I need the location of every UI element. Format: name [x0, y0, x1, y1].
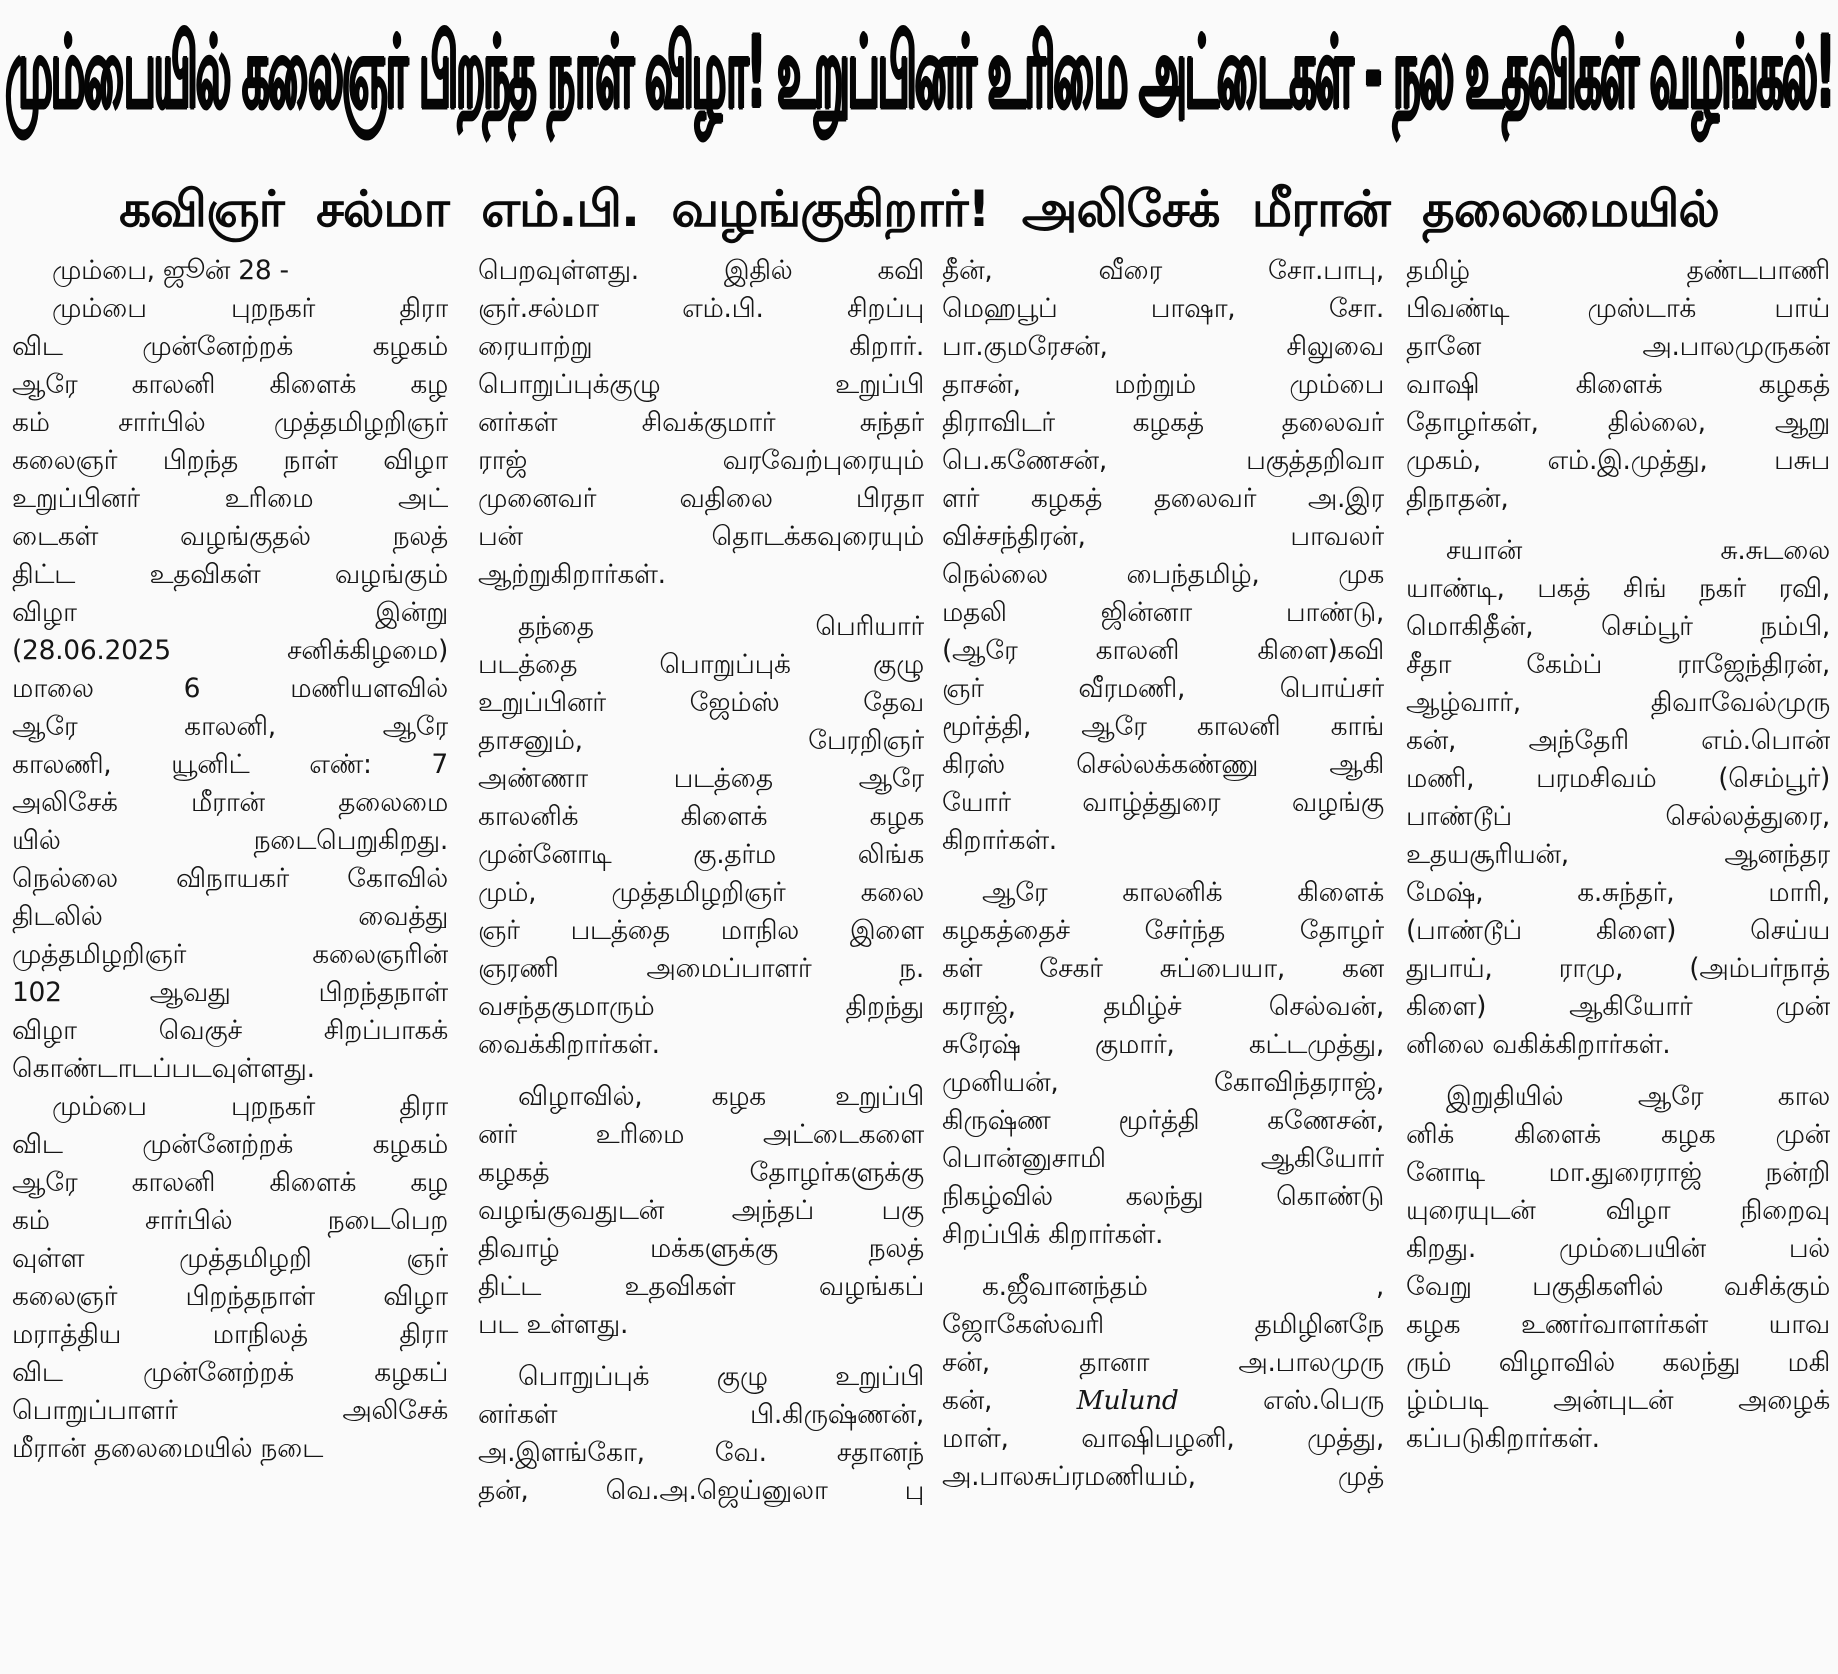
- article-line: விச்சந்திரன், பாவலர்: [942, 521, 1384, 552]
- article-line: விழா இன்று: [12, 597, 448, 628]
- article-line: 102 ஆவது பிறந்தநாள்: [12, 977, 448, 1008]
- article-line: நெல்லை பைந்தமிழ், முக: [942, 559, 1384, 590]
- article-line: ஞரணி அமைப்பாளர் ந.: [478, 953, 924, 984]
- article-line: பொறுப்பாளர் அலிசேக்: [12, 1395, 448, 1426]
- article-line: உதயசூரியன், ஆனந்தர: [1406, 839, 1830, 870]
- headline: மும்பையில் கலைஞர் பிறந்த நாள் விழா! உறுப்பினர் உரிமை அட்டைகள் - நல உதவிகள் வழங்கல்!: [4, 16, 1833, 132]
- article-line: னோடி மா.துரைராஜ் நன்றி: [1406, 1157, 1830, 1188]
- article-line: அ.பாலசுப்ரமணியம், முத்: [942, 1461, 1384, 1492]
- article-line: கழகத்தைச் சேர்ந்த தோழர்: [942, 915, 1384, 946]
- article-line: னிக் கிளைக் கழக முன்: [1406, 1119, 1830, 1150]
- article-line: ஆரே காலனி கிளைக் கழ: [12, 1167, 448, 1198]
- article-line: அலிசேக் மீரான் தலைமை: [12, 787, 448, 818]
- article-line: தாசன், மற்றும் மும்பை: [942, 369, 1384, 400]
- article-line: மேஷ், க.சுந்தர், மாரி,: [1406, 877, 1830, 908]
- article-line: ஆரே காலனிக் கிளைக்: [982, 877, 1384, 908]
- article-line: முனைவர் வதிலை பிரதா: [478, 483, 924, 514]
- article-line: ஞர்.சல்மா எம்.பி. சிறப்பு: [478, 293, 924, 324]
- article-line: முனியன், கோவிந்தராஜ்,: [942, 1067, 1384, 1098]
- article-line: உறுப்பினர் உரிமை அட்: [12, 483, 448, 514]
- article-line: கலைஞர் பிறந்தநாள் விழா: [12, 1281, 448, 1312]
- article-line: கப்படுகிறார்கள்.: [1406, 1423, 1600, 1454]
- article-line: (ஆரே காலனி கிளை)கவி: [942, 635, 1384, 666]
- article-line: கம் சார்பில் முத்தமிழறிஞர்: [12, 407, 448, 438]
- article-line: சன், தானா அ.பாலமுரு: [942, 1347, 1384, 1378]
- headline-banner: [0, 0, 1838, 160]
- article-line: கலைஞர் பிறந்த நாள் விழா: [12, 445, 448, 476]
- article-line: உறுப்பினர் ஜேம்ஸ் தேவ: [478, 687, 924, 718]
- article-line: கிரஸ் செல்லக்கண்ணு ஆகி: [942, 749, 1384, 780]
- article-line: மும்பை புறநகர் திரா: [52, 1091, 448, 1122]
- subheadline-banner: [0, 172, 1838, 252]
- article-line: வாஷி கிளைக் கழகத்: [1406, 369, 1830, 400]
- article-line: பெ.கணேசன், பகுத்தறிவா: [942, 445, 1384, 476]
- article-line: தானே அ.பாலமுருகன்: [1406, 331, 1830, 362]
- article-line: மொகிதீன், செம்பூர் நம்பி,: [1406, 611, 1830, 642]
- article-line: அண்ணா படத்தை ஆரே: [478, 763, 924, 794]
- article-line: தமிழ் தண்டபாணி: [1406, 255, 1830, 286]
- article-column-3: [942, 252, 1384, 1670]
- article-line: வழங்குவதுடன் அந்தப் பகு: [478, 1195, 924, 1226]
- article-line: கிளை) ஆகியோர் முன்: [1406, 991, 1830, 1022]
- article-line: ரும் விழாவில் கலந்து மகி: [1406, 1347, 1830, 1378]
- article-line: விழா வெகுச் சிறப்பாகக்: [12, 1015, 448, 1046]
- article-line: சயான் சு.சுடலை: [1446, 535, 1830, 566]
- article-line: வேறு பகுதிகளில் வசிக்கும்: [1406, 1271, 1830, 1302]
- article-line: கிறார்கள்.: [942, 825, 1057, 856]
- article-body: [12, 252, 1828, 1670]
- article-line: வைக்கிறார்கள்.: [478, 1029, 660, 1060]
- article-line: திவாழ் மக்களுக்கு நலத்: [478, 1233, 924, 1264]
- article-line: சிறப்பிக் கிறார்கள்.: [942, 1219, 1164, 1250]
- article-line: கொண்டாடப்படவுள்ளது.: [12, 1053, 315, 1084]
- article-line: மீரான் தலைமையில் நடை: [12, 1433, 323, 1464]
- article-line: விட முன்னேற்றக் கழகம்: [12, 331, 448, 362]
- subheadline: கவிஞர் சல்மா எம்.பி. வழங்குகிறார்! அலிசேக் மீரான் தலைமையில்: [119, 179, 1719, 238]
- article-line: ழ்ம்படி அன்புடன் அழைக்: [1406, 1385, 1830, 1416]
- article-line: யாண்டி, பகத் சிங் நகர் ரவி,: [1406, 573, 1830, 604]
- article-line: வசந்தகுமாரும் திறந்து: [478, 991, 924, 1022]
- article-line: கராஜ், தமிழ்ச் செல்வன்,: [942, 991, 1384, 1022]
- article-line: னிலை வகிக்கிறார்கள்.: [1406, 1029, 1671, 1060]
- article-line: பாண்டூப் செல்லத்துரை,: [1406, 801, 1830, 832]
- article-line: ராஜ் வரவேற்புரையும்: [478, 445, 924, 476]
- article-line: தீன், வீரை சோ.பாபு,: [942, 255, 1384, 286]
- article-line: விட முன்னேற்றக் கழகம்: [12, 1129, 448, 1160]
- article-line: பிவண்டி முஸ்டாக் பாய்: [1406, 293, 1830, 324]
- article-line: னர்கள் சிவக்குமார் சுந்தர்: [478, 407, 924, 438]
- article-line: ஆரே காலனி, ஆரே: [12, 711, 448, 742]
- article-line: முன்னோடி கு.தர்ம லிங்க: [478, 839, 924, 870]
- article-line: முகம், எம்.இ.முத்து, பசுப: [1406, 445, 1830, 476]
- article-line: தோழர்கள், தில்லை, ஆறு: [1406, 407, 1830, 438]
- article-column-2: [478, 252, 924, 1670]
- article-line: கிறது. மும்பையின் பல்: [1406, 1233, 1830, 1264]
- article-line: தன், வெ.அ.ஜெய்னுலா பு: [478, 1475, 924, 1506]
- article-line: ஜோகேஸ்வரி தமிழினநே: [942, 1309, 1384, 1340]
- article-line: கழக உணர்வாளர்கள் யாவ: [1406, 1309, 1830, 1340]
- article-line: கிருஷ்ண மூர்த்தி கணேசன்,: [942, 1105, 1384, 1136]
- article-line: காலணி, யூனிட் எண்: 7: [12, 749, 448, 780]
- article-line: காலனிக் கிளைக் கழக: [478, 801, 924, 832]
- article-line: நெல்லை விநாயகர் கோவில்: [12, 863, 448, 894]
- article-line: அ.இளங்கோ, வே. சதானந்: [478, 1437, 924, 1468]
- article-line: பொறுப்புக் குழு உறுப்பி: [518, 1361, 924, 1392]
- article-line: திநாதன்,: [1406, 483, 1509, 514]
- article-line: நிகழ்வில் கலந்து கொண்டு: [942, 1181, 1384, 1212]
- article-line: பன் தொடக்கவுரையும்: [478, 521, 924, 552]
- article-line: பொறுப்புக்குழு உறுப்பி: [478, 369, 924, 400]
- article-line: மெஹபூப் பாஷா, சோ.: [942, 293, 1384, 324]
- article-line: ளர் கழகத் தலைவர் அ.இர: [942, 483, 1384, 514]
- article-line: மாள், வாஷிபழனி, முத்து,: [942, 1423, 1384, 1454]
- article-line: ஆழ்வார், திவாவேல்முரு: [1406, 687, 1830, 718]
- article-line: திடலில் வைத்து: [12, 901, 448, 932]
- article-line: மணி, பரமசிவம் (செம்பூர்): [1406, 763, 1830, 794]
- article-line: தாசனும், பேரறிஞர்: [478, 725, 924, 756]
- article-line: மதலி ஜின்னா பாண்டு,: [942, 597, 1384, 628]
- article-line: ஆற்றுகிறார்கள்.: [478, 559, 666, 590]
- article-line: ரையாற்று கிறார்.: [478, 331, 924, 362]
- article-line: கள் சேகர் சுப்பையா, கன: [942, 953, 1384, 984]
- article-line: பட உள்ளது.: [478, 1309, 629, 1340]
- article-line: துபாய், ராமு, (அம்பர்நாத்: [1406, 953, 1830, 984]
- article-line: கன், அந்தேரி எம்.பொன்: [1406, 725, 1830, 756]
- article-line: னர் உரிமை அட்டைகளை: [478, 1119, 924, 1150]
- article-line: ஞர் படத்தை மாநில இளை: [478, 915, 924, 946]
- article-line: முத்தமிழறிஞர் கலைஞரின்: [12, 939, 448, 970]
- article-column-4: [1406, 252, 1830, 1670]
- article-line: னர்கள் பி.கிருஷ்ணன்,: [478, 1399, 924, 1430]
- article-line: கன், Mulund எஸ்.பெரு: [942, 1385, 1384, 1416]
- article-line: சீதா கேம்ப் ராஜேந்திரன்,: [1406, 649, 1830, 680]
- article-line: ஆரே காலனி கிளைக் கழ: [12, 369, 448, 400]
- article-line: பா.குமரேசன், சிலுவை: [942, 331, 1384, 362]
- article-line: இறுதியில் ஆரே கால: [1446, 1081, 1830, 1112]
- article-line: மாலை 6 மணியளவில்: [12, 673, 448, 704]
- article-line: மும்பை புறநகர் திரா: [52, 293, 448, 324]
- article-line: யுரையுடன் விழா நிறைவு: [1406, 1195, 1830, 1226]
- article-line: (28.06.2025 சனிக்கிழமை): [12, 635, 448, 666]
- article-line: படத்தை பொறுப்புக் குழு: [478, 649, 924, 680]
- article-line: (பாண்டூப் கிளை) செய்ய: [1406, 915, 1830, 946]
- article-line: பொன்னுசாமி ஆகியோர்: [942, 1143, 1384, 1174]
- article-line: க.ஜீவானந்தம் ,: [982, 1271, 1384, 1302]
- article-line: விழாவில், கழக உறுப்பி: [518, 1081, 924, 1112]
- article-line: சுரேஷ் குமார், கட்டமுத்து,: [942, 1029, 1384, 1060]
- article-line: மூர்த்தி, ஆரே காலனி காங்: [942, 711, 1384, 742]
- article-line: திட்ட உதவிகள் வழங்கப்: [478, 1271, 924, 1302]
- article-line: யோர் வாழ்த்துரை வழங்கு: [942, 787, 1384, 818]
- article-line: திராவிடர் கழகத் தலைவர்: [942, 407, 1384, 438]
- article-line: மும், முத்தமிழறிஞர் கலை: [478, 877, 924, 908]
- article-line: விட முன்னேற்றக் கழகப்: [12, 1357, 448, 1388]
- article-line: பெறவுள்ளது. இதில் கவி: [478, 255, 924, 286]
- article-line: மும்பை, ஜூன் 28 -: [52, 255, 289, 286]
- article-line: தந்தை பெரியார்: [518, 611, 924, 642]
- article-line: கம் சார்பில் நடைபெற: [12, 1205, 448, 1236]
- article-line: மராத்திய மாநிலத் திரா: [12, 1319, 448, 1350]
- article-line: திட்ட உதவிகள் வழங்கும்: [12, 559, 448, 590]
- article-line: டைகள் வழங்குதல் நலத்: [12, 521, 448, 552]
- article-line: ஞர் வீரமணி, பொய்சர்: [942, 673, 1384, 704]
- article-line: யில் நடைபெறுகிறது.: [12, 825, 448, 856]
- article-line: வுள்ள முத்தமிழறி ஞர்: [12, 1243, 448, 1274]
- article-column-1: [12, 252, 448, 1670]
- article-line: கழகத் தோழர்களுக்கு: [478, 1157, 924, 1188]
- latin-word: Mulund: [1076, 1385, 1179, 1416]
